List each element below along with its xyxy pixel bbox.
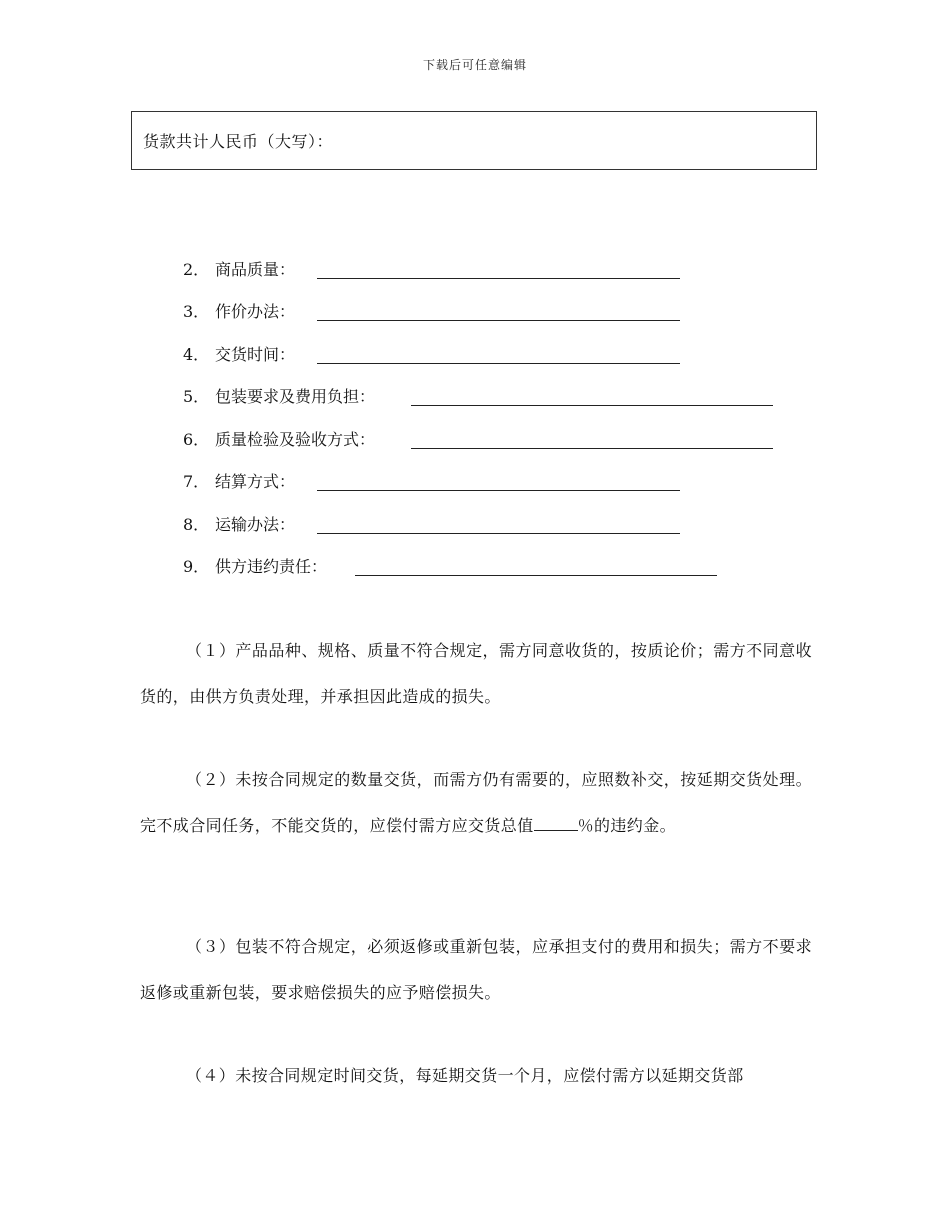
clause-number: 6． [183,430,210,449]
clause-delivery-time [183,343,295,367]
clause-label: 包装要求及费用负担： [215,387,376,406]
clause-quality [183,258,295,282]
clause-number: 5． [183,387,210,406]
clause-inspection [183,428,375,452]
settlement-blank[interactable] [317,490,680,491]
clause-transport [183,513,295,537]
clause-supplier-liability [183,555,327,579]
clause-label: 作价办法： [215,302,296,321]
clause-number: 2． [183,260,210,279]
clause-label: 供方违约责任： [215,557,328,576]
clause-number: 8． [183,515,210,534]
clause-label: 质量检验及验收方式： [215,430,376,449]
clause-number: 3． [183,302,210,321]
clause-number: 7． [183,472,210,491]
packaging-blank[interactable] [411,405,773,406]
paragraph-3: （３）包装不符合规定，必须返修或重新包装，应承担支付的费用和损失；需方不要求返修或重新包装，要求赔偿损失的应予赔偿损失。 [140,937,812,1002]
clause-label: 结算方式： [215,472,296,491]
clause-settlement [183,470,295,494]
total-amount-label: 货款共计人民币（大写）： [143,132,334,151]
penalty-percent-blank[interactable] [534,814,578,831]
delivery-time-blank[interactable] [317,363,680,364]
supplier-liability-blank[interactable] [355,575,717,576]
clause-packaging [183,385,375,409]
clause-number: 4． [183,345,210,364]
transport-blank[interactable] [317,533,680,534]
total-amount-box [131,111,817,170]
clause-label: 运输办法： [215,515,296,534]
paragraph-2-text: （２）未按合同规定的数量交货，而需方仍有需要的，应照数补交，按延期交货处理。完不成合同任务，不能交货的，应偿付需方应交货总值 [140,770,812,835]
pricing-blank[interactable] [317,320,680,321]
paragraph-2-suffix: ％的违约金。 [577,816,677,835]
clause-number: 9． [183,557,210,576]
clause-label: 交货时间： [215,345,296,364]
clause-pricing [183,300,295,324]
inspection-blank[interactable] [411,448,773,449]
header-note: 下载后可任意编辑 [422,58,527,72]
paragraph-1: （１）产品品种、规格、质量不符合规定，需方同意收货的，按质论价；需方不同意收货的，由供方负责处理，并承担因此造成的损失。 [140,641,812,706]
paragraph-4: （４）未按合同规定时间交货，每延期交货一个月，应偿付需方以延期交货部 [186,1066,744,1085]
paragraph-2 [140,757,812,849]
clause-label: 商品质量： [215,260,296,279]
quality-blank[interactable] [317,278,680,279]
